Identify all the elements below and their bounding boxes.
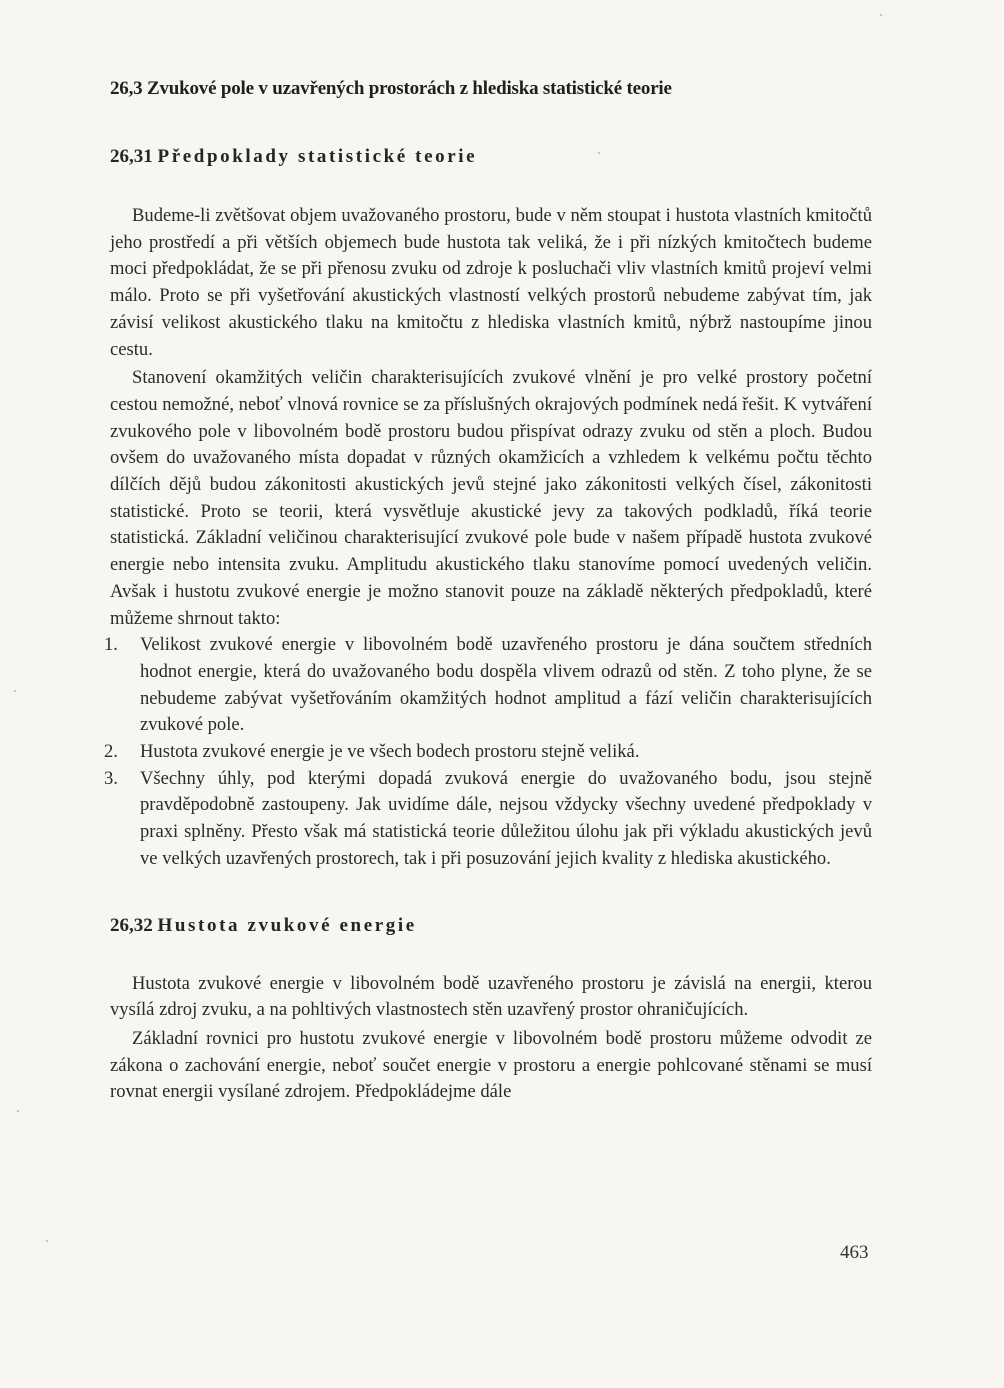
list-item bbox=[104, 739, 872, 766]
page-content bbox=[104, 76, 872, 1106]
paragraph: Hustota zvukové energie v libovolném bodě uzavřeného prostoru je závislá na energii, kterou vysílá zdroj zvuku, a na pohltivých vlastnostech stěn uzavřený prostor ohraničujících. bbox=[110, 972, 872, 1021]
page-number: 463 bbox=[840, 1242, 869, 1263]
list-marker: 2. bbox=[104, 741, 118, 763]
list-marker: 3. bbox=[104, 767, 118, 789]
subsection-title: Předpoklady statistické teorie bbox=[157, 146, 478, 167]
paragraph: Budeme-li zvětšovat objem uvažovaného prostoru, bude v něm stoupat i hustota vlastních kmitočtů jeho prostředí a při větších objemech bude hustota tak veliká, že i při nízkých kmitočtech budeme moci předpokládat, že se při přenosu zvuku od zdroje k posluchači vliv vlastních kmitů projeví velmi málo. Proto se při vyšetřování akustických vlastností velkých prostorů nebudeme zabývat tím, jak závisí velikost akustického tlaku na kmitočtu z hlediska vlastních kmitů, nýbrž nastoupíme jinou cestu. bbox=[110, 205, 872, 360]
paper-speck bbox=[880, 14, 882, 16]
subsection-number: 26,31 bbox=[110, 146, 153, 167]
list-item-text: Hustota zvukové energie je ve všech bodech prostoru stejně veliká. bbox=[140, 741, 640, 763]
subsection-body-26-32 bbox=[110, 971, 872, 1107]
paper-speck bbox=[17, 1110, 19, 1112]
section-title: 26,3 Zvukové pole v uzavřených prostorách z hlediska statistické teorie bbox=[110, 78, 672, 99]
paragraph: Základní rovnici pro hustotu zvukové energie v libovolném bodě prostoru můžeme odvodit ze zákona o zachování energie, neboť součet energie v prostoru a energie pohlcované stěnami se musí rovnat energii vysílané zdrojem. Předpokládejme dále bbox=[110, 1027, 872, 1103]
subsection-title: Hustota zvukové energie bbox=[157, 914, 417, 936]
subsection-body-26-31 bbox=[104, 203, 872, 873]
assumptions-list bbox=[104, 632, 872, 872]
subsection-number: 26,32 bbox=[110, 914, 153, 936]
list-item-text: Velikost zvukové energie v libovolném bodě uzavřeného prostoru je dána součtem středních hodnot energie, která do uvažovaného bodu dospěla vlivem odrazů od stěn. Z toho plyne, že se nebudeme zabývat vyšetřováním okamžitých hodnot amplitud a fází veličin charakterisujících zvukové pole. bbox=[140, 634, 872, 736]
paper-speck bbox=[598, 152, 600, 154]
list-item bbox=[104, 632, 872, 739]
paper-speck bbox=[46, 1240, 48, 1242]
paper-speck bbox=[14, 690, 16, 692]
list-item bbox=[104, 766, 872, 873]
list-marker: 1. bbox=[104, 634, 118, 656]
list-item-text: Všechny úhly, pod kterými dopadá zvuková energie do uvažovaného bodu, jsou stejně pravděpodobně zastoupeny. Jak uvidíme dále, nejsou vždycky všechny uvedené předpoklady v praxi splněny. Přesto však má statistická teorie důležitou úlohu jak při výkladu akustických jevů ve velkých uzavřených prostorech, tak i při posuzování jejich kvality z hlediska akustického. bbox=[140, 767, 872, 869]
paragraph: Stanovení okamžitých veličin charakterisujících zvukové vlnění je pro velké prostory početní cestou nemožné, neboť vlnová rovnice se za příslušných okrajových podmínek nedá řešit. K vytváření zvukového pole v libovolném bodě prostoru budou přispívat odrazy zvuku od stěn a ploch. Budou ovšem do uvažovaného místa dopadat v různých okamžicích a vzhledem k velkému počtu těchto dílčích dějů budou zákonitosti akustických jevů stejné jako zákonitosti velkých čísel, zákonitosti statistické. Proto se teorii, která vysvětluje akustické jevy za takových podkladů, říká teorie statistická. Základní veličinou charakterisující zvukové pole bude v našem případě hustota zvukové energie nebo intensita zvuku. Amplitudu akustického tlaku stanovíme pomocí uvedených veličin. Avšak i hustotu zvukové energie je možno stanovit pouze na základě některých předpokladů, které můžeme shrnout takto: bbox=[110, 367, 872, 629]
subsection-heading-26-31 bbox=[110, 146, 872, 168]
subsection-heading-26-32 bbox=[110, 915, 872, 937]
